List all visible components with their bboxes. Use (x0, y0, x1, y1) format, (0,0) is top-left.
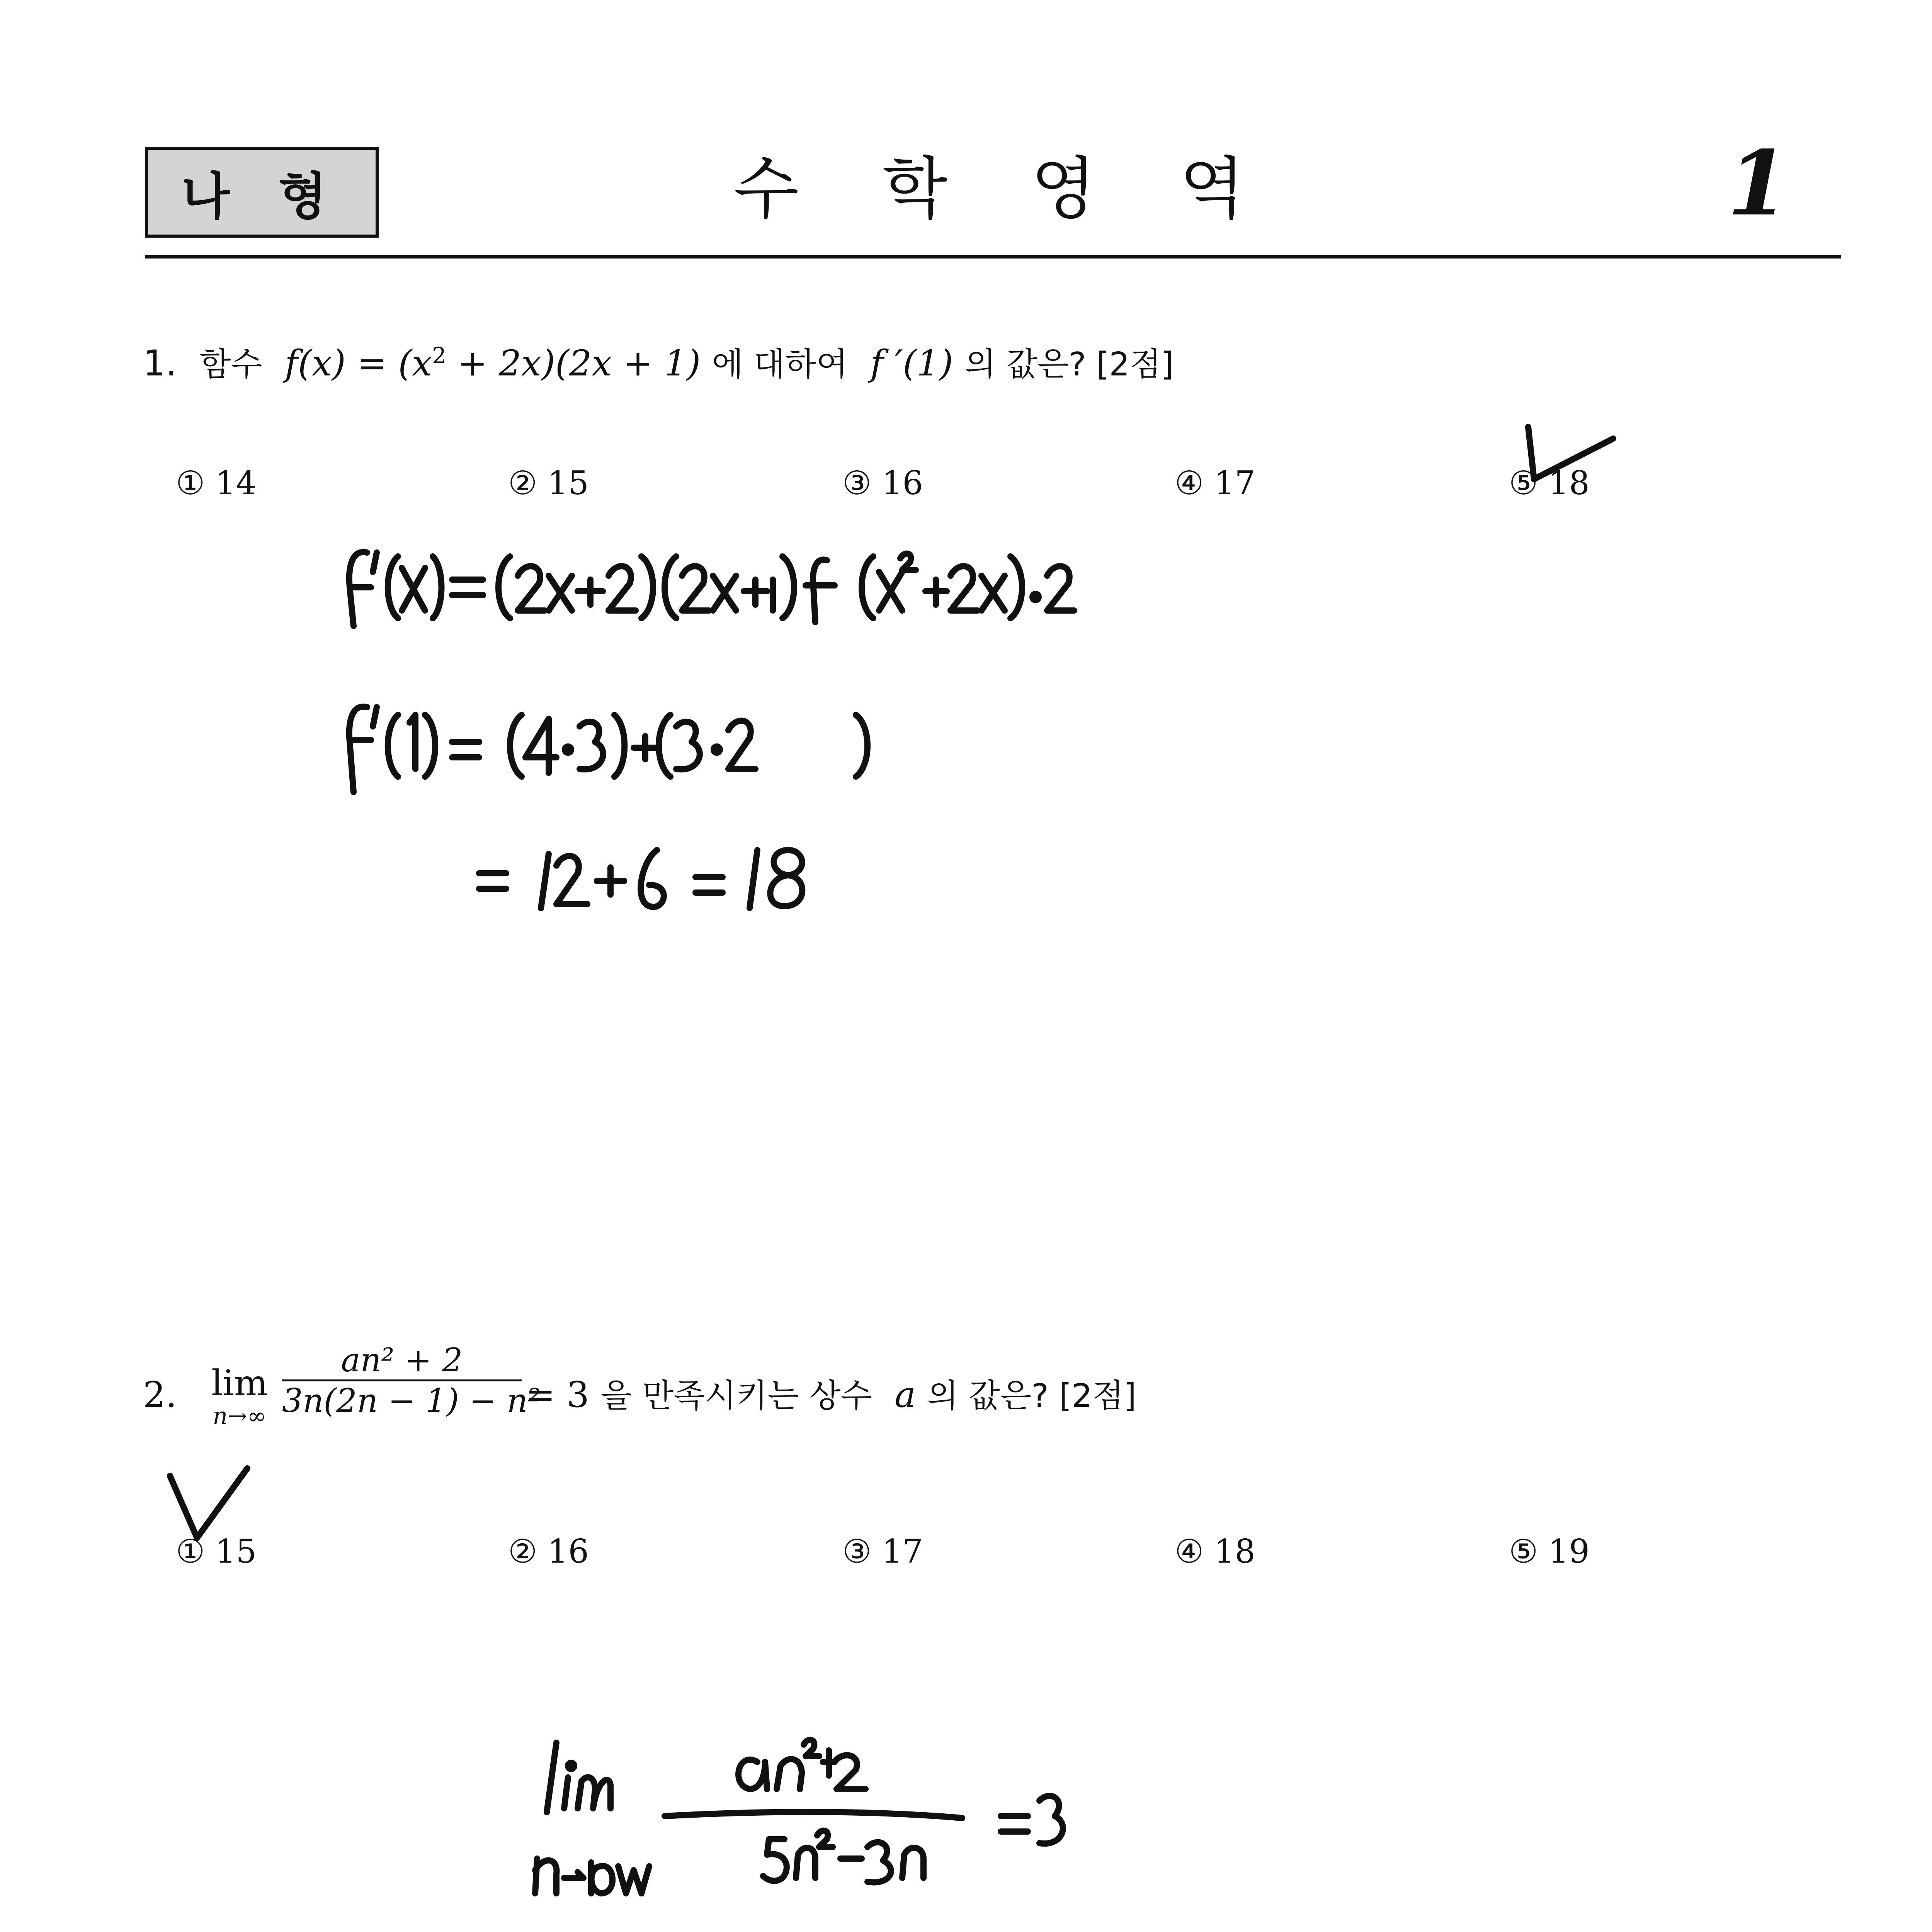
question-text: 의 값은? [2점] (964, 345, 1174, 383)
handwritten-limit-work (535, 1740, 1063, 1893)
fraction-numerator: an² + 2 (341, 1341, 463, 1379)
choice-1[interactable]: ① 15 (176, 1532, 257, 1570)
choice-2[interactable]: ② 15 (508, 464, 589, 502)
fraction-denominator: 3n(2n − 1) − n² (282, 1382, 541, 1420)
lim-subscript: n→∞ (213, 1403, 267, 1430)
choice-4[interactable]: ④ 17 (1175, 464, 1255, 502)
checkmark-q2 (170, 1468, 247, 1538)
math-superscript: 2 (432, 342, 447, 369)
question-text: 에 대하여 (712, 345, 848, 383)
choice-4[interactable]: ④ 18 (1175, 1532, 1255, 1570)
choice-3[interactable]: ③ 17 (842, 1532, 923, 1570)
question-text: 의 값은? [2점] (927, 1377, 1136, 1415)
math-expression: f ′(1) (870, 342, 953, 384)
question-text: 함수 (199, 345, 262, 383)
math-variable: a (895, 1374, 916, 1415)
question-text: 을 만족시키는 상수 (600, 1377, 872, 1415)
subject-title: 수 학 영 역 (733, 150, 1276, 228)
exam-type-label: 나 형 (181, 167, 342, 226)
question-2-number: 2. (143, 1374, 177, 1415)
choice-3[interactable]: ③ 16 (842, 464, 923, 502)
choice-5[interactable]: ⑤ 19 (1509, 1532, 1590, 1570)
math-expression: = 3 (526, 1374, 589, 1415)
math-expression: + 2x)(2x + 1) (446, 342, 701, 384)
choice-1[interactable]: ① 14 (176, 464, 257, 502)
checkmark-q1 (1528, 427, 1613, 479)
question-number: 1. (143, 342, 177, 384)
lim-label: lim (211, 1362, 268, 1404)
choice-2[interactable]: ② 16 (508, 1532, 589, 1570)
math-expression: f(x) = (x (285, 342, 432, 384)
handwritten-line-3 (479, 850, 802, 908)
handwritten-line-2 (349, 707, 867, 792)
handwritten-line-1 (349, 552, 1074, 626)
choice-5[interactable]: ⑤ 18 (1509, 464, 1590, 502)
page-number: 1 (1727, 131, 1789, 236)
